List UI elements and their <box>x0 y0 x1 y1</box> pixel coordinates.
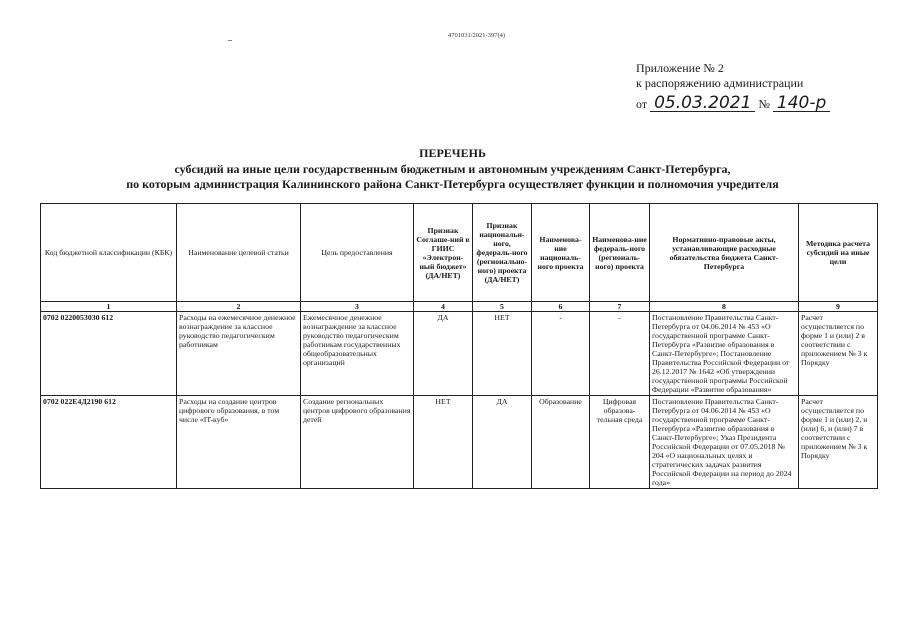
acts-cell: Постановление Правительства Санкт-Петербурга от 04.06.2014 № 453 «О государственной программе Санкт-Петербурга «Развитие образования в Санкт-Петербурге»; Указ Президента Российской Федерации от 07.05.2018 № 204 «О национальных целях и стратегических задачах развития Российской Федерации на период до 2024 года» <box>650 396 799 489</box>
header-acts: Нормативно-правовые акты, устанавливающие расходные обязательства бюджета Санкт-Петербурга <box>650 204 799 302</box>
header-row <box>41 204 878 302</box>
article-cell: Расходы на создание центров цифрового образования, в том числе «IT-куб» <box>177 396 301 489</box>
acts-cell: Постановление Правительства Санкт-Петербурга от 04.06.2014 № 453 «О государственной программе Санкт-Петербурга «Развитие образования в Санкт-Петербурге»; Постановление Правительства Российской Федерации от 26.12.2017 № 1642 «Об утверждении государственной программы Российской Федерации «Развитие образования» <box>650 312 799 396</box>
article-cell: Расходы на ежемесячное денежное вознаграждение за классное руководство педагогическим работникам <box>177 312 301 396</box>
project-cell: НЕТ <box>473 312 532 396</box>
col-number: 2 <box>177 302 301 312</box>
method-cell: Расчет осуществляется по форме 1 и (или) 2, и (или) 6, и (или) 7 в соответствии с приложением № 3 к Порядку <box>799 396 878 489</box>
col-number: 9 <box>799 302 878 312</box>
header-method: Методика расчета субсидий на иные цели <box>799 204 878 302</box>
header-agreement: Признак Соглаше-ний в ГИИС «Электрон-ный бюджет» (ДА/НЕТ) <box>414 204 473 302</box>
goal-cell: Создание региональных центров цифрового образования детей <box>301 396 414 489</box>
agreement-cell: ДА <box>414 312 473 396</box>
col-number: 4 <box>414 302 473 312</box>
method-cell: Расчет осуществляется по форме 1 и (или) 2 в соответствии с приложением № 3 к Порядку <box>799 312 878 396</box>
goal-cell: Ежемесячное денежное вознаграждение за классное руководство педагогическим работникам государственных общеобразовательных организаций <box>301 312 414 396</box>
header-kbk: Код бюджетной классификации (КБК) <box>41 204 177 302</box>
subsidies-table <box>40 203 878 489</box>
handwritten-date: 05.03.2021 <box>650 95 755 112</box>
header-federal: Наименова-ние федераль-ного (региональ-ного) проекта <box>590 204 650 302</box>
kbk-cell: 0702 022Е4Д2190 612 <box>41 396 177 489</box>
national-cell: - <box>532 312 590 396</box>
from-label: от <box>636 97 648 111</box>
appendix-order: к распоряжению администрации <box>636 76 804 90</box>
document-number: 4701031/2021-397(4) <box>448 32 506 39</box>
handwritten-number: 140-р <box>773 95 830 112</box>
header-article: Наименование целевой статьи <box>177 204 301 302</box>
column-number-row <box>41 302 878 312</box>
col-number: 6 <box>532 302 590 312</box>
federal-cell: - <box>590 312 650 396</box>
col-number: 3 <box>301 302 414 312</box>
header-project: Признак национальн-ного, федераль-ного (регионально-ного) проекта (ДА/НЕТ) <box>473 204 532 302</box>
document-title: ПЕРЕЧЕНЬ <box>419 146 486 160</box>
scan-mark <box>228 40 232 41</box>
project-cell: ДА <box>473 396 532 489</box>
number-label: № <box>758 97 770 111</box>
col-number: 1 <box>41 302 177 312</box>
document-subtitle-2: по которым администрация Калининского района Санкт-Петербурга осуществляет функции и полномочия учредителя <box>126 177 779 191</box>
header-goal: Цель предоставления <box>301 204 414 302</box>
document-subtitle-1: субсидий на иные цели государственным бюджетным и автономным учреждениям Санкт-Петербурга, <box>174 162 731 176</box>
agreement-cell: НЕТ <box>414 396 473 489</box>
appendix-label: Приложение № 2 <box>636 61 724 75</box>
header-national: Наименова-ние националь-ного проекта <box>532 204 590 302</box>
col-number: 5 <box>473 302 532 312</box>
appendix-block <box>636 61 803 91</box>
federal-cell: Цифровая образова-тельная среда <box>590 396 650 489</box>
col-number: 8 <box>650 302 799 312</box>
col-number: 7 <box>590 302 650 312</box>
national-cell: Образование <box>532 396 590 489</box>
kbk-cell: 0702 0220053030 612 <box>41 312 177 396</box>
table-row <box>41 396 878 489</box>
table-row <box>41 312 878 396</box>
date-number-line <box>636 95 830 112</box>
